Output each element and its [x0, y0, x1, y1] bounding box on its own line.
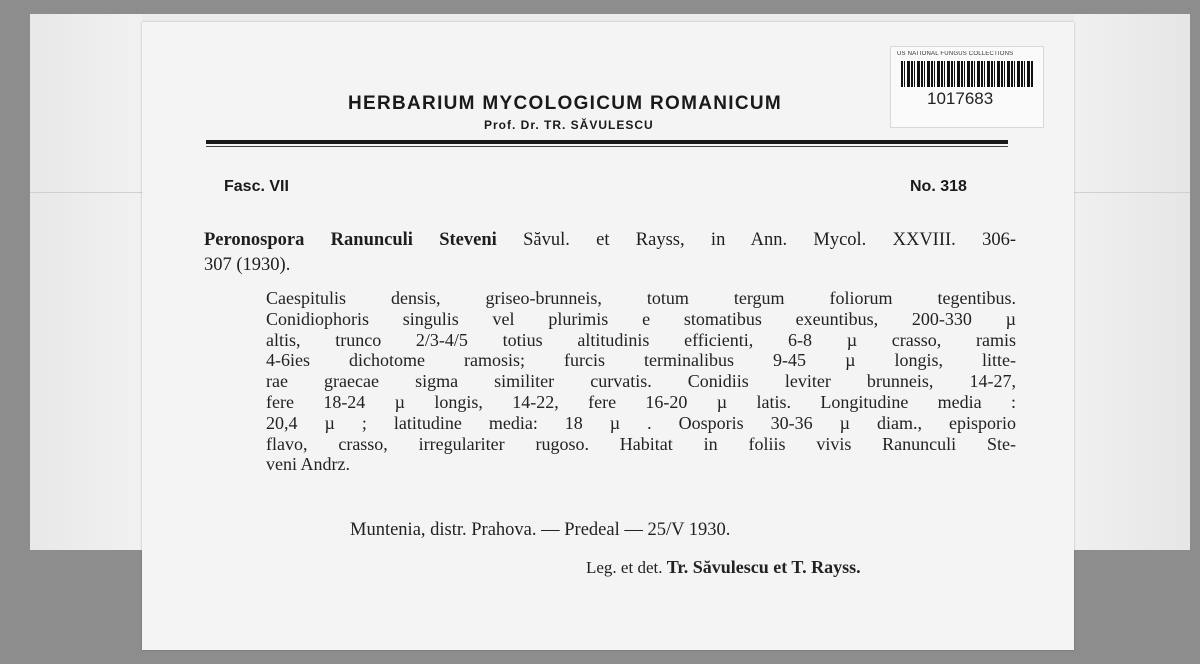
description-line: Conidiophoris singulis vel plurimis e stomatibus exeuntibus, 200-330 µ	[266, 308, 1016, 329]
description	[266, 288, 1016, 475]
barcode-number: 1017683	[927, 89, 994, 108]
species-name: Peronospora Ranunculi Steveni	[204, 230, 497, 250]
description-line: Caespitulis densis, griseo-brunneis, totum tergum foliorum tegentibus.	[266, 288, 1016, 308]
collector-names: Tr. Săvulescu et T. Rayss.	[666, 557, 861, 577]
header-rule-thick	[206, 140, 1008, 144]
description-line: altis, trunco 2/3-4/5 totius altitudinis efficienti, 6-8 µ crasso, ramis	[266, 329, 1016, 350]
collector-prefix: Leg. et det.	[586, 558, 663, 577]
locality: Muntenia, distr. Prahova. — Predeal — 25/V 1930.	[350, 520, 731, 540]
fascicle-label: Fasc. VII	[224, 178, 289, 195]
species-citation: Săvul. et Rayss, in Ann. Mycol. XXVIII. 306-	[523, 230, 1017, 250]
description-line: rae graecae sigma similiter curvatis. Conidiis leviter brunneis, 14-27,	[266, 371, 1016, 392]
specimen-number: No. 318	[910, 178, 967, 195]
barcode-sticker	[890, 46, 1044, 128]
description-line: veni Andrz.	[266, 454, 350, 475]
species-citation-continued: 307 (1930).	[204, 255, 291, 275]
herbarium-title: HERBARIUM MYCOLOGICUM ROMANICUM	[348, 93, 782, 114]
collector-line	[586, 557, 861, 578]
envelope-left-flap	[30, 14, 142, 550]
description-line: fere 18-24 µ longis, 14-22, fere 16-20 µ latis. Longitudine media :	[266, 391, 1016, 412]
description-line: 20,4 µ ; latitudine media: 18 µ . Oosporis 30-36 µ diam., episporio	[266, 412, 1016, 433]
description-line: flavo, crasso, irregulariter rugoso. Habitat in foliis vivis Ranunculi Ste-	[266, 433, 1016, 454]
barcode-icon	[901, 61, 1033, 87]
header-rule-thin	[206, 146, 1008, 147]
herbarium-director: Prof. Dr. TR. SĂVULESCU	[484, 118, 654, 132]
barcode-collection-name: US NATIONAL FUNGUS COLLECTIONS	[897, 51, 1014, 57]
species-citation-line	[204, 228, 1016, 253]
envelope-right-flap	[1074, 14, 1190, 550]
description-line: 4-6ies dichotome ramosis; furcis terminalibus 9-45 µ longis, litte-	[266, 350, 1016, 371]
